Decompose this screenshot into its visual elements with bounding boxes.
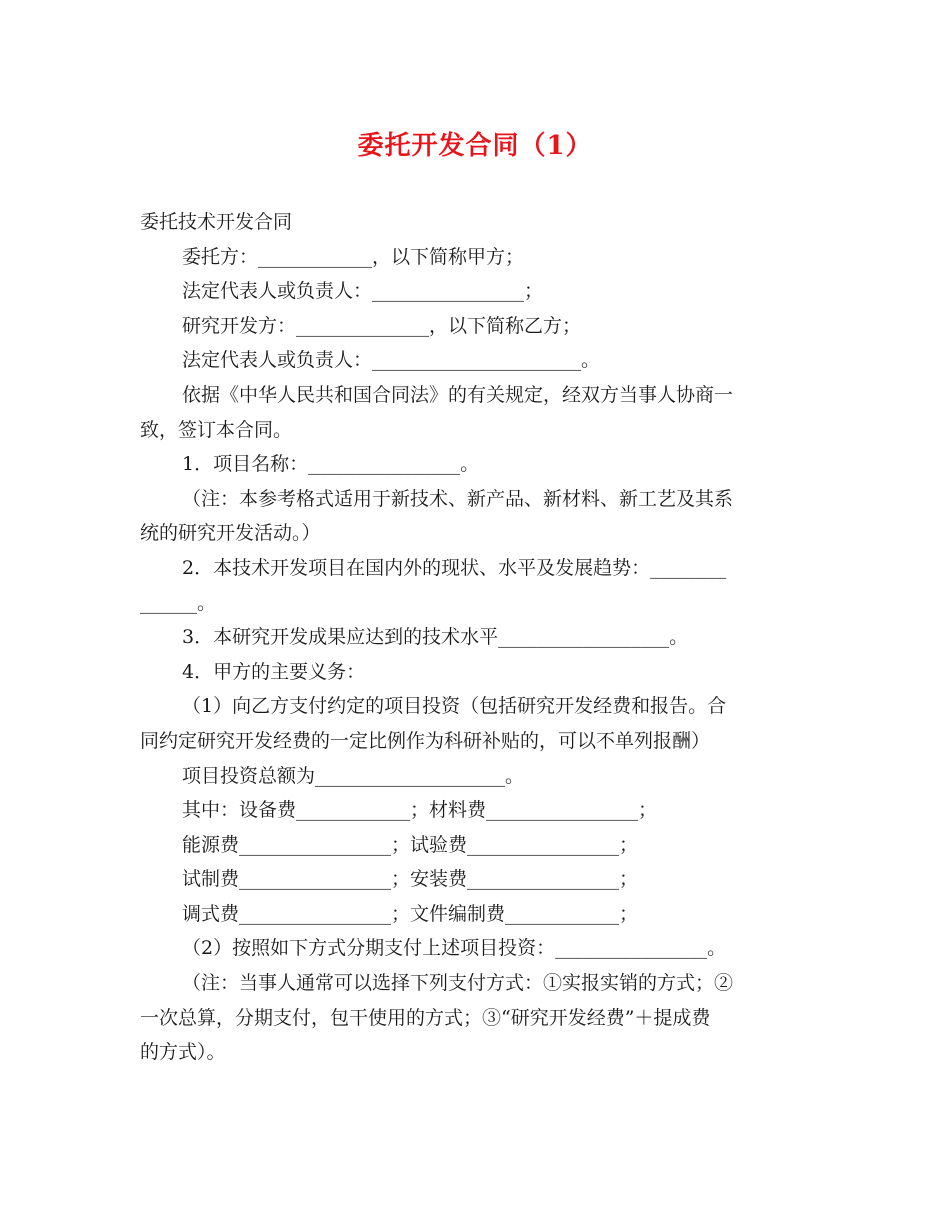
party-b-representative-line: 法定代表人或负责人：______________________。 — [182, 349, 601, 372]
note-2-line-3: 的方式）。 — [140, 1041, 226, 1064]
contract-subtitle: 委托技术开发合同 — [140, 211, 293, 233]
party-b-line: 研究开发方：______________，以下简称乙方； — [182, 314, 582, 337]
note-2-line-2: 一次总算，分期支付，包干使用的方式；③“研究开发经费”＋提成费 — [140, 1006, 711, 1029]
note-1-line-2: 统的研究开发活动。） — [140, 522, 321, 545]
clause-2-line-2: ______。 — [140, 591, 217, 614]
party-a-line: 委托方：____________，以下简称甲方； — [182, 245, 525, 268]
document-body — [140, 205, 812, 1070]
document-title: 委托开发合同（1） — [357, 131, 593, 161]
cost-breakdown-line-3: 试制费________________；安装费________________； — [182, 868, 639, 891]
preamble-line-2: 致，签订本合同。 — [140, 418, 293, 441]
cost-breakdown-line-2: 能源费________________；试验费________________； — [182, 833, 639, 856]
clause-3: 3．本研究开发成果应达到的技术水平__________________。 — [182, 626, 689, 649]
clause-4: 4．甲方的主要义务： — [182, 660, 366, 683]
clause-4-item-1-line-1: （1）向乙方支付约定的项目投资（包括研究开发经费和报告。合 — [182, 695, 727, 718]
clause-4-item-2: （2）按照如下方式分期支付上述项目投资：________________。 — [182, 937, 727, 960]
note-1-line-1: （注：本参考格式适用于新技术、新产品、新材料、新工艺及其系 — [182, 487, 734, 510]
note-2-line-1: （注：当事人通常可以选择下列支付方式：①实报实销的方式；② — [182, 972, 734, 995]
cost-breakdown-line-1: 其中：设备费____________；材料费________________； — [182, 799, 658, 822]
clause-2-line-1: 2．本技术开发项目在国内外的现状、水平及发展趋势：________ — [182, 556, 727, 579]
preamble-line-1: 依据《中华人民共和国合同法》的有关规定，经双方当事人协商一 — [182, 383, 734, 406]
clause-1-project-name: 1．项目名称：________________。 — [182, 453, 480, 476]
cost-breakdown-line-4: 调式费________________；文件编制费____________； — [182, 902, 639, 925]
total-investment-line: 项目投资总额为____________________。 — [182, 764, 525, 787]
clause-4-item-1-line-2: 同约定研究开发经费的一定比例作为科研补贴的，可以不单列报酬） — [140, 729, 711, 752]
party-a-representative-line: 法定代表人或负责人：________________； — [182, 280, 544, 303]
